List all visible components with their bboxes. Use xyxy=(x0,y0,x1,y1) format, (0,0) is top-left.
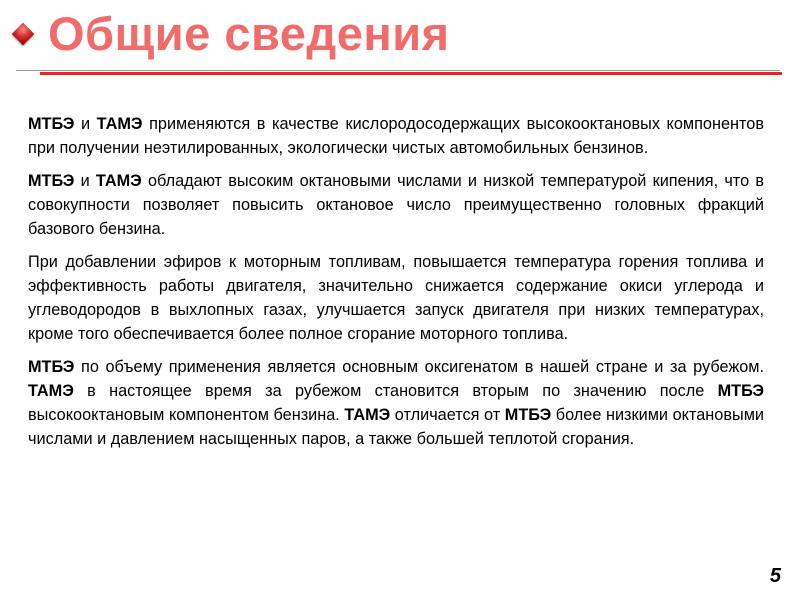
paragraph-text: по объему применения является основным оксигенатом в нашей стране и за рубежом. xyxy=(74,358,764,376)
term-mtbe: МТБЭ xyxy=(717,382,764,400)
paragraph-application xyxy=(28,355,764,451)
term-tame: ТАМЭ xyxy=(96,115,143,133)
slide-body xyxy=(28,112,764,460)
term-tame: ТАМЭ xyxy=(95,172,142,190)
paragraph-text: отличается от xyxy=(390,406,505,424)
paragraph-properties xyxy=(28,169,764,241)
term-tame: ТАМЭ xyxy=(28,382,74,400)
term-tame: ТАМЭ xyxy=(344,406,391,424)
term-mtbe: МТБЭ xyxy=(28,172,75,190)
paragraph-text: и xyxy=(74,115,97,133)
term-mtbe: МТБЭ xyxy=(504,406,552,424)
paragraph-text: применяются в качестве кислородосодержащих высокооктановых компонентов при получении неэтилированных, экологически чистых автомобильных бензинов. xyxy=(28,115,764,157)
paragraph-text: в настоящее время за рубежом становится вторым по значению после xyxy=(73,382,718,400)
paragraph-text: и xyxy=(74,172,96,190)
paragraph-text: обладают высоким октановыми числами и низкой температурой кипения, что в совокупности позволяет повысить октановое число преимущественно головных фракций базового бензина. xyxy=(28,172,764,238)
paragraph-text: более низкими октановыми числами и давлением насыщенных паров, а также большей теплотой сгорания. xyxy=(28,406,764,448)
paragraph-effects: При добавлении эфиров к моторным топливам, повышается температура горения топлива и эффективность работы двигателя, значительно снижается содержание окиси углерода и углеводородов в выхлопных газах, улучшается запуск двигателя при низких температурах, кроме того обеспечивается более полное сгорание моторного топлива. xyxy=(28,253,764,343)
paragraph-usage xyxy=(28,112,764,160)
term-mtbe: МТБЭ xyxy=(28,115,75,133)
term-mtbe: МТБЭ xyxy=(28,358,75,376)
title-divider-red xyxy=(40,72,782,75)
paragraph-text: высокооктановым компонентом бензина. xyxy=(28,406,345,424)
title-divider-gray xyxy=(16,70,780,71)
slide-title: Общие сведения xyxy=(48,7,450,60)
page-number: 5 xyxy=(769,565,781,587)
title-bullet-icon xyxy=(12,23,35,46)
